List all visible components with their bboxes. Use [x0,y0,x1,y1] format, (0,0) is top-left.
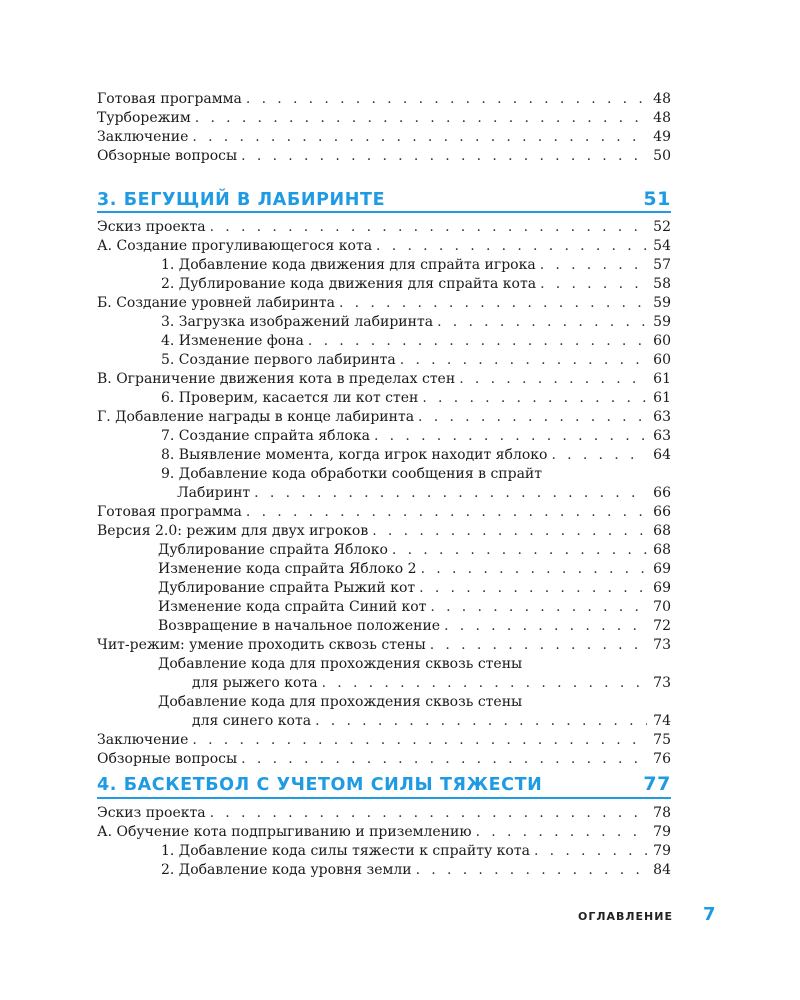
toc-entry-page: 64 [653,447,671,463]
dot-leader [444,617,647,636]
toc-entry-page: 61 [653,390,671,406]
toc-entry-page: 68 [653,523,671,539]
toc-entry[interactable] [97,218,671,237]
toc-entry-page: 63 [653,409,671,425]
toc-entry-label: 8. Выявление момента, когда игрок находит яблоко [161,447,548,463]
toc-entry[interactable] [97,503,671,522]
toc-entry[interactable] [97,541,671,560]
toc-entry-page: 58 [653,276,671,292]
toc-entry-page: 79 [653,824,671,840]
toc-entry[interactable] [97,427,671,446]
toc-entry-label: Обзорные вопросы [97,751,238,767]
toc-entry[interactable] [97,408,671,427]
toc-entry[interactable] [97,823,671,842]
toc-entry-label-first-line[interactable]: Добавление кода для прохождения сквозь стены [158,656,523,672]
toc-entry[interactable] [97,256,671,275]
toc-entry-page: 48 [653,110,671,126]
toc-entry-label: 2. Дублирование кода движения для спрайта кота [161,276,537,292]
toc-entry-label: 7. Создание спрайта яблока [161,428,370,444]
dot-leader [195,109,647,128]
dot-leader [241,147,647,166]
toc-entry-label-first-line[interactable]: Добавление кода для прохождения сквозь стены [158,694,523,710]
toc-entry[interactable] [97,128,671,147]
toc-entry[interactable] [97,636,671,655]
toc-entry[interactable] [97,484,671,503]
toc-entry-label: 1. Добавление кода силы тяжести к спрайту кота [161,843,530,859]
toc-entry-page: 69 [653,561,671,577]
toc-entry[interactable] [97,579,671,598]
dot-leader [376,237,647,256]
toc-entry-page: 75 [653,732,671,748]
chapter-rule [97,797,671,799]
running-footer-section: ОГЛАВЛЕНИЕ [578,910,673,923]
toc-entry-page: 63 [653,428,671,444]
toc-entry-label: Изменение кода спрайта Яблоко 2 [158,561,417,577]
toc-entry[interactable] [97,370,671,389]
toc-entry-label: 1. Добавление кода движения для спрайта игрока [161,257,536,273]
dot-leader [551,446,647,465]
toc-entry[interactable] [97,90,671,109]
dot-leader [421,560,647,579]
dot-leader [416,861,647,880]
dot-leader [540,256,647,275]
toc-entry[interactable] [97,731,671,750]
toc-entry-page: 78 [653,805,671,821]
dot-leader [476,823,647,842]
toc-entry-page: 54 [653,238,671,254]
toc-entry-page: 60 [653,333,671,349]
chapter-page: 77 [643,773,671,795]
toc-entry-page: 70 [653,599,671,615]
dot-leader [210,218,647,237]
dot-leader [430,636,647,655]
dot-leader [419,579,647,598]
chapter-title: 4. БАСКЕТБОЛ С УЧЕТОМ СИЛЫ ТЯЖЕСТИ [97,775,543,795]
toc-entry-label: Обзорные вопросы [97,148,238,164]
toc-entry[interactable] [97,560,671,579]
toc-entry-label: 5. Создание первого лабиринта [161,352,396,368]
toc-entry[interactable] [97,861,671,880]
toc-entry-label: Заключение [97,732,189,748]
toc-entry[interactable] [97,275,671,294]
toc-entry-page: 76 [653,751,671,767]
toc-entry[interactable] [97,446,671,465]
toc-entry-label-first-line[interactable]: 9. Добавление кода обработки сообщения в спрайт [161,466,543,482]
toc-entry-page: 61 [653,371,671,387]
dot-leader [322,674,647,693]
toc-entry-label: Заключение [97,129,189,145]
toc-entry-label: Версия 2.0: режим для двух игроков [97,523,369,539]
toc-entry-page: 59 [653,295,671,311]
toc-entry-page: 52 [653,219,671,235]
dot-leader [400,351,647,370]
dot-leader [246,90,647,109]
toc-entry-page: 59 [653,314,671,330]
dot-leader [192,128,647,147]
toc-entry[interactable] [97,294,671,313]
toc-entry[interactable] [97,598,671,617]
toc-entry-label: для рыжего кота [192,675,318,691]
chapter-page: 51 [643,188,671,210]
dot-leader [246,503,647,522]
toc-entry[interactable] [97,313,671,332]
toc-entry-label: Готовая программа [97,504,242,520]
dot-leader [459,370,647,389]
toc-entry-page: 73 [653,637,671,653]
dot-leader [430,598,647,617]
dot-leader [422,389,647,408]
toc-entry-page: 74 [653,713,671,729]
toc-entry[interactable] [97,842,671,861]
toc-entry[interactable] [97,237,671,256]
toc-entry[interactable] [97,351,671,370]
toc-entry[interactable] [97,674,671,693]
toc-entry-label: Изменение кода спрайта Синий кот [158,599,427,615]
toc-entry-page: 49 [653,129,671,145]
chapter-rule [97,211,671,213]
toc-entry-label: 4. Изменение фона [161,333,304,349]
dot-leader [437,313,647,332]
toc-entry-page: 60 [653,352,671,368]
dot-leader [241,750,647,769]
toc-entry[interactable] [97,147,671,166]
toc-entry-label: В. Ограничение движения кота в пределах стен [97,371,456,387]
dot-leader [308,332,647,351]
dot-leader [374,427,647,446]
toc-entry-page: 72 [653,618,671,634]
chapter-title: 3. БЕГУЩИЙ В ЛАБИРИНТЕ [97,190,386,210]
toc-entry-page: 66 [653,504,671,520]
toc-entry-label: Г. Добавление награды в конце лабиринта [97,409,415,425]
toc-entry-page: 84 [653,862,671,878]
toc-entry-label: Б. Создание уровней лабиринта [97,295,335,311]
toc-entry-label: Дублирование спрайта Рыжий кот [158,580,416,596]
dot-leader [192,731,647,750]
toc-entry-label: Эскиз проекта [97,219,206,235]
toc-entry-label: Турборежим [97,110,191,126]
dot-leader [254,484,647,503]
dot-leader [540,275,647,294]
toc-entry-label: Эскиз проекта [97,805,206,821]
toc-entry[interactable] [97,712,671,731]
toc-entry[interactable] [97,522,671,541]
toc-entry-label: 2. Добавление кода уровня земли [161,862,412,878]
toc-entry-page: 69 [653,580,671,596]
toc-entry-label: для синего кота [192,713,312,729]
toc-entry-page: 68 [653,542,671,558]
toc-entry-page: 50 [653,148,671,164]
toc-entry-label: Готовая программа [97,91,242,107]
dot-leader [372,522,647,541]
toc-entry-page: 57 [653,257,671,273]
toc-entry-label: Чит-режим: умение проходить сквозь стены [97,637,426,653]
toc-entry[interactable] [97,804,671,823]
page-number: 7 [703,904,716,925]
toc-entry[interactable] [97,109,671,128]
toc-entry-label: 6. Проверим, касается ли кот стен [161,390,419,406]
toc-entry-label: А. Создание прогуливающегося кота [97,238,373,254]
toc-entry[interactable] [97,750,671,769]
toc-entry-page: 48 [653,91,671,107]
toc-entry[interactable] [97,617,671,636]
dot-leader [418,408,647,427]
toc-entry-label: Дублирование спрайта Яблоко [158,542,388,558]
toc-entry-page: 66 [653,485,671,501]
dot-leader [315,712,647,731]
toc-entry-page: 79 [653,843,671,859]
chapter-4-heading[interactable] [97,773,671,799]
toc-entry-label: А. Обучение кота подпрыгиванию и приземлению [97,824,472,840]
dot-leader [339,294,647,313]
toc-entry-label: 3. Загрузка изображений лабиринта [161,314,434,330]
toc-entry-label: Лабиринт [177,485,251,501]
toc-entry[interactable] [97,332,671,351]
toc-entry-label: Возвращение в начальное положение [158,618,441,634]
dot-leader [210,804,647,823]
toc-entry-page: 73 [653,675,671,691]
toc-entry[interactable] [97,389,671,408]
dot-leader [534,842,647,861]
dot-leader [392,541,647,560]
